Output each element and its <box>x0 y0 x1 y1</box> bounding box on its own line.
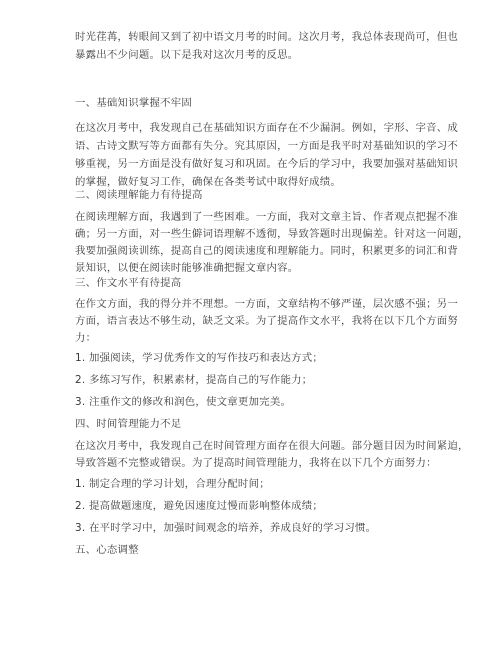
paragraph-line: 我要加强阅读训练，提高自己的阅读速度和理解能力。同时，积累更多的词汇和背 <box>75 245 459 257</box>
list-item: 3. 在平时学习中，加强时间观念的培养，养成良好的学习习惯。 <box>75 522 377 534</box>
section-heading: 五、心态调整 <box>75 544 139 556</box>
section-heading: 一、基础知识掌握不牢固 <box>75 97 193 109</box>
paragraph-line: 语、古诗文默写等方面都有失分。究其原因，一方面是我平时对基础知识的学习不 <box>75 140 459 152</box>
paragraph-line: 的掌握，做好复习工作，确保在各类考试中取得好成绩。 <box>75 176 342 188</box>
list-item: 1. 加强阅读，学习优秀作文的写作技巧和表达方式； <box>75 352 324 364</box>
paragraph-line: 在作文方面，我的得分并不理想。一方面，文章结构不够严谨，层次感不强；另一 <box>75 298 459 310</box>
paragraph-line: 方面，语言表达不够生动，缺乏文采。为了提高作文水平，我将在以下几个方面努 <box>75 315 459 327</box>
paragraph-line: 够重视，另一方面是没有做好复习和巩固。在今后的学习中，我要加强对基础知识 <box>75 158 459 170</box>
section-heading: 三、作文水平有待提高 <box>75 277 182 289</box>
paragraph-line: 导致答题不完整或错误。为了提高时间管理能力，我将在以下几个方面努力： <box>75 457 437 469</box>
intro-line: 暴露出不少问题。以下是我对这次月考的反思。 <box>75 49 299 61</box>
paragraph-line: 景知识，以便在阅读时能够准确把握文章内容。 <box>75 262 299 274</box>
list-item: 2. 提高做题速度，避免因速度过慢而影响整体成绩； <box>75 500 324 512</box>
list-item: 2. 多练习写作，积累素材，提高自己的写作能力； <box>75 374 313 386</box>
paragraph-line: 在阅读理解方面，我遇到了一些困难。一方面，我对文章主旨、作者观点把握不准 <box>75 211 459 223</box>
paragraph-line: 在这次月考中，我发现自己在时间管理方面存在很大问题。部分题目因为时间紧迫， <box>75 440 469 452</box>
paragraph-line: 在这次月考中，我发现自己在基础知识方面存在不少漏洞。例如，字形、字音、成 <box>75 122 459 134</box>
list-item: 1. 制定合理的学习计划，合理分配时间； <box>75 478 270 490</box>
paragraph-line: 力： <box>75 332 97 344</box>
section-heading: 二、阅读理解能力有待提高 <box>75 189 203 201</box>
list-item: 3. 注重作文的修改和润色，使文章更加完美。 <box>75 396 292 408</box>
paragraph-line: 确；另一方面，对一些生僻词语理解不透彻，导致答题时出现偏差。针对这一问题， <box>75 228 469 240</box>
intro-line: 时光荏苒，转眼间又到了初中语文月考的时间。这次月考，我总体表现尚可，但也 <box>75 31 459 43</box>
section-heading: 四、时间管理能力不足 <box>75 418 182 430</box>
